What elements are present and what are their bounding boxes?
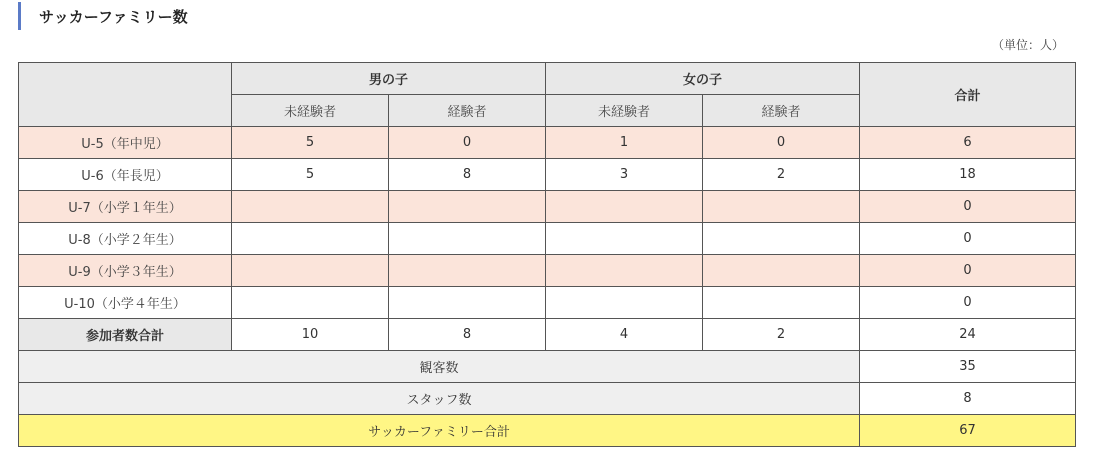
boys-inexperienced-total: 10 xyxy=(232,319,389,351)
boys-inexperienced-cell: 5 xyxy=(232,159,389,191)
table-row xyxy=(19,223,1076,255)
boys-inexperienced-cell xyxy=(232,191,389,223)
row-total-cell: 0 xyxy=(860,191,1076,223)
staff-label: スタッフ数 xyxy=(19,383,860,415)
girls-experienced-cell xyxy=(703,223,860,255)
page-title: サッカーファミリー数 xyxy=(39,7,188,26)
girls-inexperienced-header: 未経験者 xyxy=(546,95,703,127)
age-label: U-8（小学２年生） xyxy=(19,223,232,255)
girls-experienced-cell: 0 xyxy=(703,127,860,159)
soccer-family-table xyxy=(18,62,1076,447)
spectators-row xyxy=(19,351,1076,383)
boys-experienced-total: 8 xyxy=(389,319,546,351)
girls-experienced-cell xyxy=(703,255,860,287)
girls-header: 女の子 xyxy=(546,63,860,95)
row-total-cell: 0 xyxy=(860,255,1076,287)
grand-total-row xyxy=(19,415,1076,447)
table-row xyxy=(19,159,1076,191)
boys-inexperienced-header: 未経験者 xyxy=(232,95,389,127)
girls-inexperienced-cell: 1 xyxy=(546,127,703,159)
boys-experienced-cell xyxy=(389,255,546,287)
age-label: U-5（年中児） xyxy=(19,127,232,159)
staff-row xyxy=(19,383,1076,415)
girls-inexperienced-cell xyxy=(546,287,703,319)
boys-header: 男の子 xyxy=(232,63,546,95)
unit-note: （単位：人） xyxy=(991,38,1064,52)
table-row xyxy=(19,287,1076,319)
participants-total-label: 参加者数合計 xyxy=(19,319,232,351)
age-label: U-10（小学４年生） xyxy=(19,287,232,319)
participants-grand-total: 24 xyxy=(860,319,1076,351)
boys-inexperienced-cell: 5 xyxy=(232,127,389,159)
boys-inexperienced-cell xyxy=(232,223,389,255)
row-total-cell: 0 xyxy=(860,287,1076,319)
girls-inexperienced-cell xyxy=(546,255,703,287)
boys-experienced-cell: 0 xyxy=(389,127,546,159)
row-total-cell: 0 xyxy=(860,223,1076,255)
staff-value: 8 xyxy=(860,383,1076,415)
boys-inexperienced-cell xyxy=(232,287,389,319)
girls-experienced-header: 経験者 xyxy=(703,95,860,127)
table-row xyxy=(19,191,1076,223)
title-block xyxy=(18,2,188,30)
girls-experienced-cell xyxy=(703,191,860,223)
spectators-value: 35 xyxy=(860,351,1076,383)
girls-experienced-cell xyxy=(703,287,860,319)
table-row xyxy=(19,255,1076,287)
girls-experienced-cell: 2 xyxy=(703,159,860,191)
grand-total-value: 67 xyxy=(860,415,1076,447)
row-total-cell: 6 xyxy=(860,127,1076,159)
participants-total-row xyxy=(19,319,1076,351)
age-label: U-7（小学１年生） xyxy=(19,191,232,223)
boys-inexperienced-cell xyxy=(232,255,389,287)
girls-inexperienced-cell: 3 xyxy=(546,159,703,191)
boys-experienced-header: 経験者 xyxy=(389,95,546,127)
girls-experienced-total: 2 xyxy=(703,319,860,351)
boys-experienced-cell xyxy=(389,287,546,319)
boys-experienced-cell: 8 xyxy=(389,159,546,191)
boys-experienced-cell xyxy=(389,191,546,223)
spectators-label: 観客数 xyxy=(19,351,860,383)
girls-inexperienced-total: 4 xyxy=(546,319,703,351)
grand-total-label: サッカーファミリー合計 xyxy=(19,415,860,447)
corner-header xyxy=(19,63,232,127)
age-label: U-9（小学３年生） xyxy=(19,255,232,287)
girls-inexperienced-cell xyxy=(546,191,703,223)
total-header: 合計 xyxy=(860,63,1076,127)
table-row xyxy=(19,127,1076,159)
boys-experienced-cell xyxy=(389,223,546,255)
row-total-cell: 18 xyxy=(860,159,1076,191)
girls-inexperienced-cell xyxy=(546,223,703,255)
age-label: U-6（年長児） xyxy=(19,159,232,191)
header-row-1 xyxy=(19,63,1076,95)
